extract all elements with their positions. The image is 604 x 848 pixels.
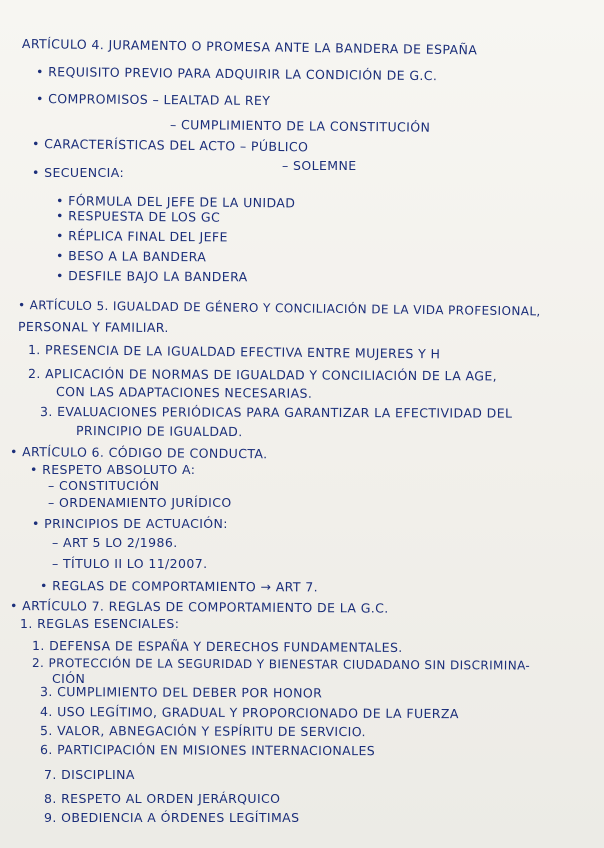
note-line: • RESPUESTA DE LOS GC	[55, 208, 221, 225]
note-line: • REGLAS DE COMPORTAMIENTO → ART 7.	[39, 578, 319, 595]
note-line: 1. DEFENSA DE ESPAÑA Y DERECHOS FUNDAMENTALES.	[31, 638, 403, 655]
note-line: CON LAS ADAPTACIONES NECESARIAS.	[55, 384, 313, 401]
note-line: • REQUISITO PREVIO PARA ADQUIRIR LA CONDICIÓN DE G.C.	[35, 64, 438, 84]
note-line: CIÓN	[52, 671, 86, 686]
note-line: • RESPETO ABSOLUTO A:	[30, 462, 196, 477]
note-line: 2. APLICACIÓN DE NORMAS DE IGUALDAD Y CONCILIACIÓN DE LA AGE,	[27, 366, 498, 384]
note-line: 8. RESPETO AL ORDEN JERÁRQUICO	[44, 791, 281, 806]
note-line: • CARACTERÍSTICAS DEL ACTO – PÚBLICO	[31, 136, 309, 155]
note-line: – TÍTULO II LO 11/2007.	[52, 556, 208, 571]
note-line: – CUMPLIMIENTO DE LA CONSTITUCIÓN	[169, 117, 431, 135]
note-line: • FÓRMULA DEL JEFE DE LA UNIDAD	[55, 193, 296, 211]
note-line: 9. OBEDIENCIA A ÓRDENES LEGÍTIMAS	[44, 810, 300, 825]
note-line: 2. PROTECCIÓN DE LA SEGURIDAD Y BIENESTAR CIUDADANO SIN DISCRIMINA-	[31, 656, 531, 673]
note-line: • RÉPLICA FINAL DEL JEFE	[55, 228, 228, 245]
note-line: PRINCIPIO DE IGUALDAD.	[75, 423, 243, 440]
note-line: 7. DISCIPLINA	[44, 767, 135, 782]
note-line: 6. PARTICIPACIÓN EN MISIONES INTERNACIONALES	[39, 742, 376, 759]
note-line: 5. VALOR, ABNEGACIÓN Y ESPÍRITU DE SERVICIO.	[39, 723, 366, 740]
note-line: – ART 5 LO 2/1986.	[52, 535, 178, 550]
note-line: – CONSTITUCIÓN	[48, 478, 160, 493]
heading-article-7: • ARTÍCULO 7. REGLAS DE COMPORTAMIENTO DE LA G.C.	[9, 598, 389, 616]
heading-article-6: • ARTÍCULO 6. CÓDIGO DE CONDUCTA.	[9, 444, 268, 462]
note-line: • PRINCIPIOS DE ACTUACIÓN:	[32, 516, 228, 531]
heading-article-5: • ARTÍCULO 5. IGUALDAD DE GÉNERO Y CONCILIACIÓN DE LA VIDA PROFESIONAL,	[17, 298, 541, 319]
note-line: • BESO A LA BANDERA	[55, 248, 207, 265]
heading-article-4: ARTÍCULO 4. JURAMENTO O PROMESA ANTE LA BANDERA DE ESPAÑA	[21, 36, 478, 58]
note-line: 3. CUMPLIMIENTO DEL DEBER POR HONOR	[39, 684, 323, 701]
note-line: PERSONAL Y FAMILIAR.	[17, 319, 169, 336]
note-line: 1. PRESENCIA DE LA IGUALDAD EFECTIVA ENTRE MUJERES Y H	[27, 342, 441, 362]
note-line: 3. EVALUACIONES PERIÓDICAS PARA GARANTIZAR LA EFECTIVIDAD DEL	[39, 404, 513, 421]
note-line: – ORDENAMIENTO JURÍDICO	[48, 495, 232, 510]
note-line: – SOLEMNE	[282, 158, 357, 173]
note-line: 1. REGLAS ESENCIALES:	[20, 616, 180, 631]
note-line: • DESFILE BAJO LA BANDERA	[55, 268, 248, 285]
note-line: • SECUENCIA:	[32, 165, 125, 180]
note-line: • COMPROMISOS – LEALTAD AL REY	[35, 91, 271, 109]
note-line: 4. USO LEGÍTIMO, GRADUAL Y PROPORCIONADO DE LA FUERZA	[39, 704, 459, 722]
